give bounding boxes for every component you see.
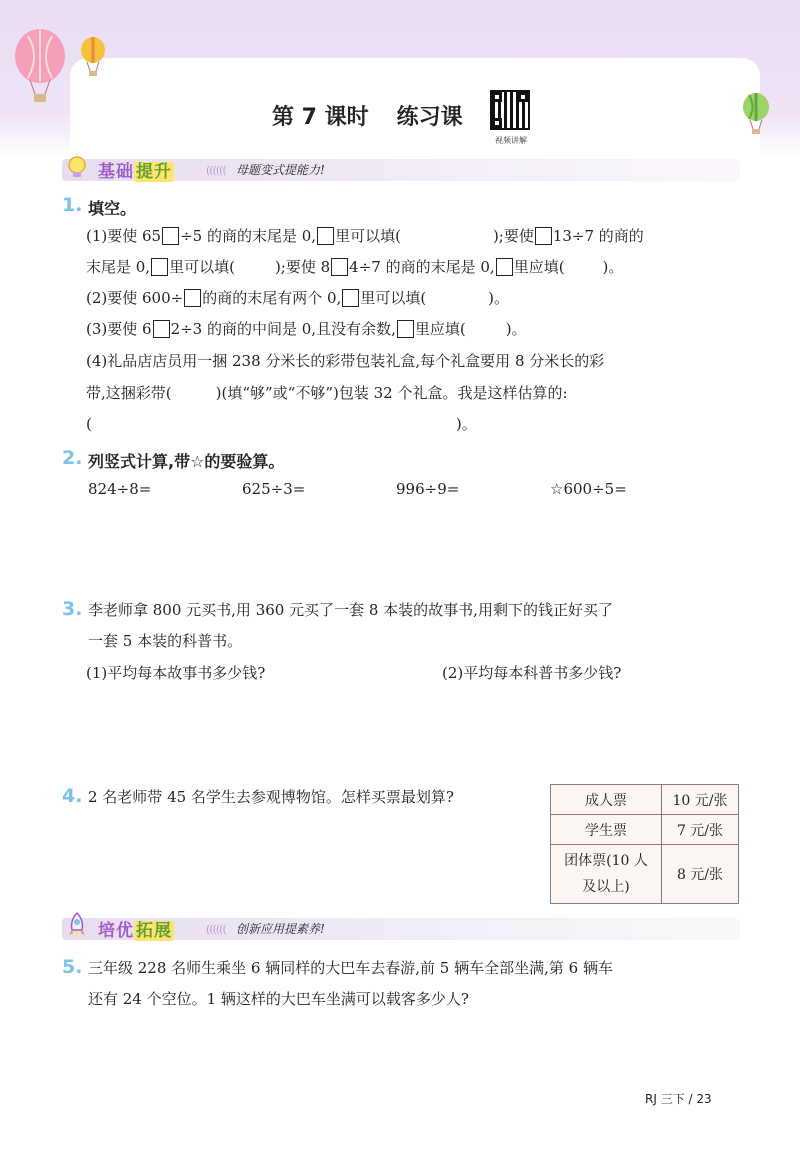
table-cell: 7 元/张 [662, 815, 739, 845]
text: (2)要使 600÷ [86, 289, 184, 307]
table-row [551, 815, 739, 845]
page-title [272, 100, 463, 131]
text: )。 [602, 258, 624, 276]
blank-box[interactable] [184, 289, 201, 307]
question-heading: 填空。 [88, 199, 137, 218]
blank-box[interactable] [317, 227, 334, 245]
question-number: 1. [62, 194, 83, 216]
section-title-a: 培优 [98, 921, 134, 941]
qr-code-icon[interactable] [490, 90, 530, 130]
table-cell: 成人票 [551, 785, 662, 815]
cell-line: 团体票(10 人 [564, 853, 648, 869]
balloon-icon [78, 36, 108, 78]
text: )(填“够”或“不够”)包装 32 个礼盒。我是这样估算的: [215, 384, 568, 402]
table-cell: 8 元/张 [662, 845, 739, 904]
blank-box[interactable] [397, 320, 414, 338]
question-heading: 列竖式计算,带☆的要验算。 [88, 452, 285, 471]
text: (3)要使 6 [86, 320, 152, 338]
page-footer: RJ 三下 / 23 [645, 1092, 712, 1106]
ticket-price-table [550, 784, 739, 904]
text: ( [86, 415, 92, 433]
balloon-icon [12, 28, 68, 104]
text: 末尾是 0, [86, 258, 151, 276]
q1-line-5: (4)礼品店店员用一捆 238 分米长的彩带包装礼盒,每个礼盒要用 8 分米长的彩 [86, 352, 605, 370]
q1-line-3 [86, 287, 509, 309]
blank-box[interactable] [162, 227, 179, 245]
calc-item: 996÷9= [396, 480, 460, 498]
text: )。 [505, 320, 527, 338]
section-subtitle-basic: 母题变式提能力! [236, 163, 325, 177]
question-number: 2. [62, 447, 83, 469]
text: (1)要使 65 [86, 227, 162, 245]
dots-divider: (((((( [206, 164, 226, 177]
text: 里应填( [513, 258, 565, 276]
table-cell [551, 845, 662, 904]
calc-item: ☆600÷5= [550, 480, 627, 498]
text: )。 [455, 415, 477, 433]
section-title-b: 提升 [136, 162, 172, 182]
rocket-icon [64, 912, 90, 938]
q5-line-1: 三年级 228 名师生乘坐 6 辆同样的大巴车去春游,前 5 辆车全部坐满,第 6 辆车 [88, 959, 613, 977]
q1-line-1 [86, 225, 644, 247]
text: 里可以填( [169, 258, 235, 276]
lightbulb-icon [64, 154, 90, 180]
text: );要使 [492, 227, 534, 245]
dots-divider: (((((( [206, 923, 226, 936]
calc-item: 824÷8= [88, 480, 152, 498]
text: )。 [488, 289, 510, 307]
q3-line-2: 一套 5 本装的科普书。 [88, 632, 243, 650]
q5-line-2: 还有 24 个空位。1 辆这样的大巴车坐满可以载客多少人? [88, 990, 469, 1008]
q3-sub-1: (1)平均每本故事书多少钱? [86, 664, 266, 682]
text: 里应填( [414, 320, 466, 338]
lesson-type: 练习课 [396, 105, 463, 130]
q1-line-4 [86, 318, 527, 340]
q3-line-1: 李老师拿 800 元买书,用 360 元买了一套 8 本装的故事书,用剩下的钱正好买了 [88, 601, 613, 619]
blank-box[interactable] [496, 258, 513, 276]
question-number: 3. [62, 598, 83, 620]
blank-box[interactable] [342, 289, 359, 307]
cell-line: 及以上) [582, 879, 630, 895]
lesson-label: 第 7 课时 [272, 105, 369, 130]
blank-box[interactable] [153, 320, 170, 338]
section-title-b: 拓展 [136, 921, 172, 941]
section-title-basic [98, 157, 174, 182]
text: 里可以填( [335, 227, 401, 245]
text: );要使 8 [274, 258, 331, 276]
section-title-a: 基础 [98, 162, 134, 182]
q1-line-7 [86, 413, 477, 435]
table-cell: 学生票 [551, 815, 662, 845]
text: 13÷7 的商的 [552, 227, 644, 245]
table-row [551, 785, 739, 815]
question-number: 4. [62, 785, 83, 807]
text: 带,这捆彩带( [86, 384, 172, 402]
text: 4÷7 的商的末尾是 0, [349, 258, 495, 276]
text: ÷5 的商的末尾是 0, [180, 227, 317, 245]
table-cell: 10 元/张 [662, 785, 739, 815]
balloon-icon [740, 92, 772, 136]
question-number: 5. [62, 956, 83, 978]
table-row [551, 845, 739, 904]
q1-line-6 [86, 382, 568, 404]
text: 2÷3 的商的中间是 0,且没有余数, [170, 320, 396, 338]
q4-text: 2 名老师带 45 名学生去参观博物馆。怎样买票最划算? [88, 788, 454, 806]
section-title-advanced [98, 916, 174, 941]
q1-line-2 [86, 256, 623, 278]
blank-box[interactable] [151, 258, 168, 276]
section-subtitle-advanced: 创新应用提素养! [236, 922, 325, 936]
calc-item: 625÷3= [242, 480, 306, 498]
text: 里可以填( [360, 289, 427, 307]
qr-label: 视频讲解 [495, 136, 527, 145]
blank-box[interactable] [331, 258, 348, 276]
q3-sub-2: (2)平均每本科普书多少钱? [442, 664, 622, 682]
blank-box[interactable] [535, 227, 552, 245]
text: 的商的末尾有两个 0, [202, 289, 342, 307]
